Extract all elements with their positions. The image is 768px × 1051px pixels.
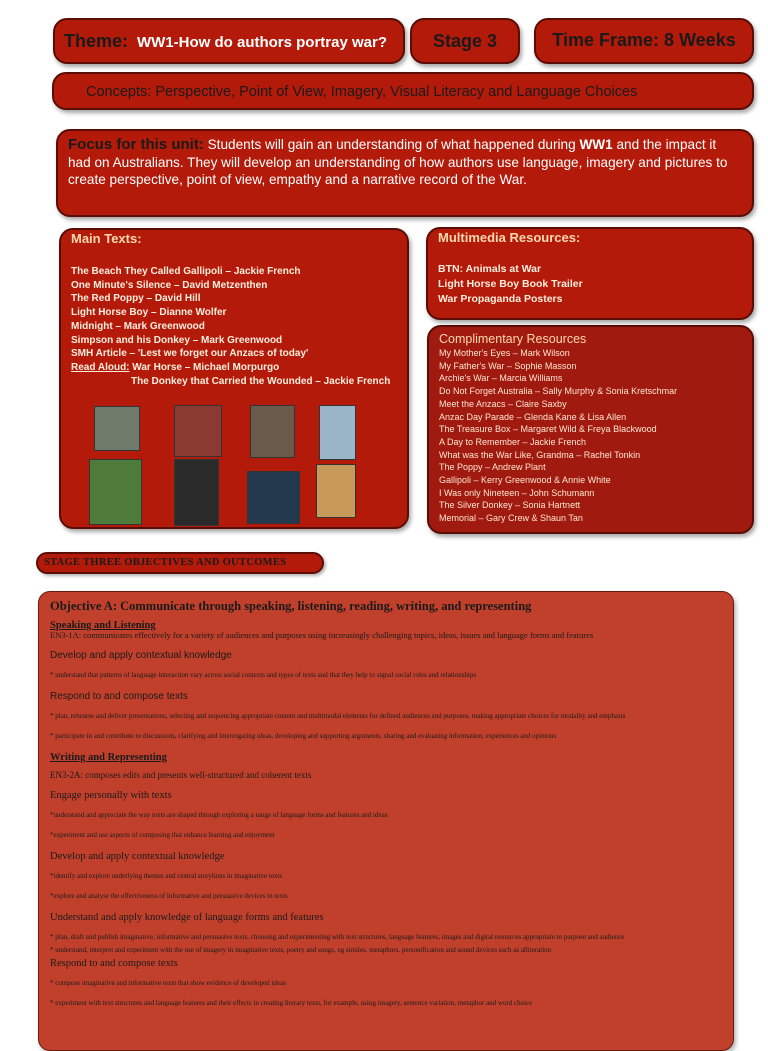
complimentary-item: Anzac Day Parade – Glenda Kane & Lisa Allen bbox=[439, 411, 627, 422]
bullet-11: * experiment with text structures and language features and their effects in creating literary texts, for example, using imagery, sentence variation, metaphor and word choice bbox=[50, 999, 533, 1008]
complimentary-box bbox=[427, 325, 754, 534]
complimentary-item: My Mother's Eyes – Mark Wilson bbox=[439, 348, 570, 358]
complimentary-item: I Was only Nineteen – John Schumann bbox=[439, 487, 595, 498]
focus-label: Focus for this unit: bbox=[68, 136, 204, 153]
stage-box bbox=[410, 18, 520, 64]
cover-light-horse-boy bbox=[89, 459, 142, 525]
objectives-heading bbox=[36, 552, 324, 574]
writing-heading: Writing and Representing bbox=[50, 752, 167, 764]
time-frame-label: Time Frame: 8 Weeks bbox=[552, 30, 736, 50]
theme-box bbox=[53, 18, 405, 64]
main-text-item: Midnight – Mark Greenwood bbox=[71, 320, 205, 332]
multimedia-list bbox=[438, 262, 583, 307]
complimentary-item: A Day to Remember – Jackie French bbox=[439, 436, 587, 447]
bullet-5: *experiment and use aspects of composing that enhance learning and enjoyment bbox=[50, 830, 275, 839]
theme-label: Theme: bbox=[64, 31, 129, 51]
time-frame-box bbox=[534, 18, 754, 64]
bullet-7: *explore and analyse the effectiveness of informative and persuasive devices in texts bbox=[50, 892, 288, 901]
bullet-9: * understand, interpret and experiment with the use of imagery in imaginative texts, poetry and songs, eg similes, metaphors, personification and sound devices such as alliteration bbox=[50, 945, 552, 954]
respond-heading-2: Respond to and compose texts bbox=[50, 957, 178, 969]
complimentary-item: The Poppy – Andrew Plant bbox=[439, 462, 546, 473]
complimentary-item: What was the War Like, Grandma – Rachel Tonkin bbox=[439, 449, 641, 460]
main-text-item: Light Horse Boy – Dianne Wolfer bbox=[71, 307, 227, 319]
stage-label: Stage 3 bbox=[432, 31, 498, 51]
develop-heading-1: Develop and apply contextual knowledge bbox=[50, 649, 232, 661]
bullet-3: * participate in and contribute to discussions, clarifying and interrogating ideas, developing and supporting arguments, sharing and evaluating information, experiences and opinions bbox=[50, 731, 557, 740]
bullet-4: *understand and appreciate the way texts are shaped through exploring a range of language forms and features and ideas bbox=[50, 810, 388, 819]
bullet-2: * plan, rehearse and deliver presentations, selecting and sequencing appropriate content and multimodal elements for defined audiences and purposes, making appropriate choices for modality and emphasis bbox=[50, 711, 626, 720]
complimentary-item: My Father's War – Sophie Masson bbox=[439, 360, 577, 371]
multimedia-heading: Multimedia Resources: bbox=[438, 230, 581, 245]
main-text-item: Simpson and his Donkey – Mark Greenwood bbox=[71, 334, 283, 346]
cover-midnight bbox=[247, 471, 300, 524]
complimentary-item: Do Not Forget Australia – Sally Murphy & Sonia Kretschmar bbox=[439, 386, 678, 397]
main-text-item: SMH Article – 'Lest we forget our Anzacs of today' bbox=[71, 348, 309, 360]
main-texts-box bbox=[59, 228, 409, 529]
bullet-6: *identify and explore underlying themes and central storylines in imaginative texts bbox=[50, 872, 283, 881]
main-text-item: The Beach They Called Gallipoli – Jackie French bbox=[71, 266, 301, 277]
bullet-1: * understand that patterns of language interaction vary across social contexts and types of texts and that they help to signal social roles and relationships bbox=[50, 670, 477, 679]
complimentary-list bbox=[439, 347, 677, 525]
cover-donkey-wounded bbox=[319, 405, 356, 460]
cover-war-horse bbox=[174, 459, 219, 526]
objective-a-box bbox=[38, 591, 734, 1051]
speaking-heading: Speaking and Listening bbox=[50, 620, 156, 631]
main-text-item: One Minute's Silence – David Metzenthen bbox=[71, 279, 268, 291]
multimedia-item: War Propaganda Posters bbox=[438, 293, 563, 305]
focus-text-1: Students will gain an understanding of what happened during bbox=[207, 137, 576, 152]
bullet-10: * compose imaginative and informative texts that show evidence of developed ideas bbox=[50, 978, 286, 987]
main-texts-heading: Main Texts: bbox=[71, 231, 142, 246]
main-texts-list bbox=[71, 265, 406, 388]
complimentary-item: Archie's War – Marcia Williams bbox=[439, 373, 563, 384]
cover-red-poppy bbox=[174, 405, 222, 457]
complimentary-item: Memorial – Gary Crew & Shaun Tan bbox=[439, 513, 583, 524]
focus-text-2: and the impact it had on Australians. They will develop an understanding of how authors use language, imagery and pictures to create perspective, point of view, empathy and a narrative record of the War. bbox=[68, 137, 728, 187]
multimedia-item: BTN: Animals at War bbox=[438, 263, 542, 275]
respond-heading-1: Respond to and compose texts bbox=[50, 690, 188, 702]
bullet-8: * plan, draft and publish imaginative, informative and persuasive texts, choosing and experimenting with text structures, language features, images and digital resources appropriate to purpose and audience bbox=[50, 933, 625, 942]
en3-2a-outcome: EN3-2A: composes edits and presents well-structured and coherent texts bbox=[50, 770, 312, 781]
complimentary-heading: Complimentary Resources bbox=[439, 332, 587, 346]
focus-box bbox=[56, 129, 754, 217]
read-aloud-item bbox=[71, 361, 406, 375]
read-aloud-1: War Horse – Michael Morpurgo bbox=[132, 361, 280, 373]
focus-bold: WW1 bbox=[579, 137, 613, 152]
theme-value: WW1-How do authors portray war? bbox=[137, 34, 388, 51]
cover-simpson-donkey bbox=[316, 464, 356, 518]
multimedia-item: Light Horse Boy Book Trailer bbox=[438, 278, 583, 290]
read-aloud-label: Read Aloud: bbox=[71, 361, 130, 373]
concepts-text: Concepts: Perspective, Point of View, Imagery, Visual Literacy and Language Choices bbox=[86, 84, 638, 100]
develop-heading-2: Develop and apply contextual knowledge bbox=[50, 851, 225, 863]
complimentary-item: Gallipoli – Kerry Greenwood & Annie White bbox=[439, 475, 611, 486]
focus-text bbox=[68, 136, 742, 189]
complimentary-item: The Treasure Box – Margaret Wild & Freya Blackwood bbox=[439, 424, 657, 435]
objective-a-content bbox=[50, 599, 719, 1019]
complimentary-item: The Silver Donkey – Sonia Hartnett bbox=[439, 500, 581, 511]
complimentary-item: Meet the Anzacs – Claire Saxby bbox=[439, 398, 567, 409]
understand-heading: Understand and apply knowledge of language forms and features bbox=[50, 912, 324, 924]
engage-heading: Engage personally with texts bbox=[50, 789, 172, 801]
multimedia-box bbox=[426, 227, 754, 320]
cover-one-minutes-silence bbox=[250, 405, 295, 458]
cover-beach-gallipoli bbox=[94, 406, 140, 451]
concepts-box bbox=[52, 72, 754, 110]
en3-1a-outcome: EN3-1A: communicates effectively for a variety of audiences and purposes using increasingly challenging topics, ideas, issues and language forms and features bbox=[50, 630, 594, 640]
objectives-label: STAGE THREE OBJECTIVES AND OUTCOMES bbox=[44, 557, 287, 568]
read-aloud-2: The Donkey that Carried the Wounded – Jackie French bbox=[131, 375, 391, 387]
objective-a-title: Objective A: Communicate through speaking, listening, reading, writing, and representing bbox=[50, 599, 532, 613]
main-text-item: The Red Poppy – David Hill bbox=[71, 293, 201, 305]
